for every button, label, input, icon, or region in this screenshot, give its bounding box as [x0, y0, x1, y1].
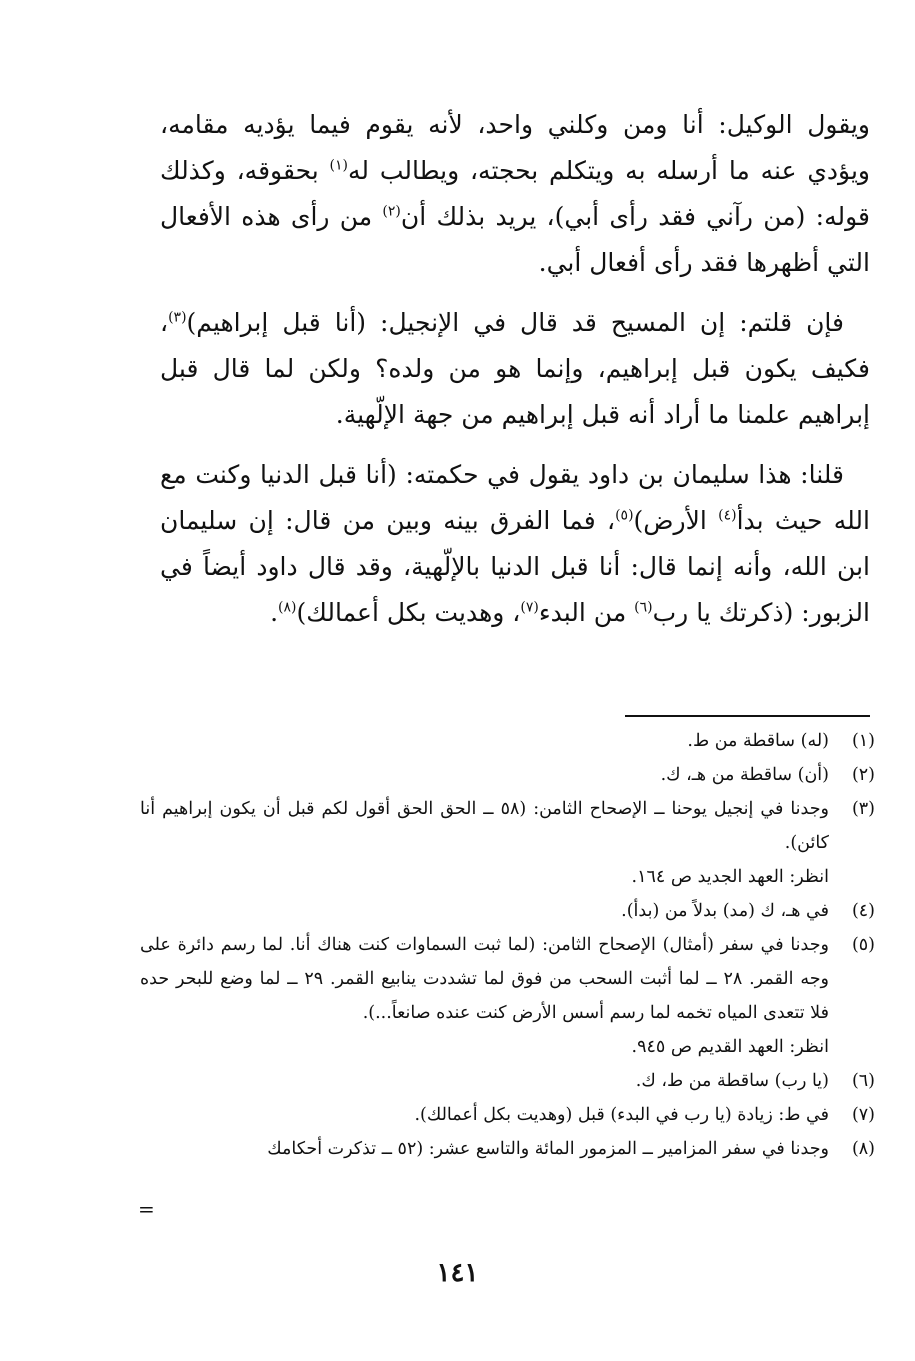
footnote-number: (٨) [851, 1139, 875, 1159]
paragraph-text: ويقول الوكيل: أنا ومن وكلني واحد، لأنه يقوم فيما يؤديه مقامه، ويؤدي عنه ما أرسله به ويتكلم بحجته، ويطالب له [160, 110, 870, 185]
footnote-ref: (٦) [634, 599, 653, 616]
footnote-line: انظر: العهد الجديد ص ١٦٤. [631, 867, 829, 887]
footnote-ref: (٨) [278, 599, 297, 616]
paragraph-1 [160, 102, 870, 286]
footnote-ref: (٤) [718, 507, 737, 524]
footnote-line: (يا رب) ساقطة من ط، ك. [635, 1071, 829, 1091]
footnote-ref: (٥) [615, 507, 634, 524]
footnote-number: (٧) [851, 1105, 875, 1125]
footnote-item [140, 1098, 875, 1132]
footnote-text [140, 1132, 829, 1166]
footnotes [140, 724, 875, 1166]
paragraph-text: فإن قلتم: إن المسيح قد قال في الإنجيل: (أنا قبل إبراهيم) [186, 308, 844, 337]
paragraph-text: من رأى هذه الأفعال التي أظهرها فقد رأى أفعال أبي. [160, 202, 870, 277]
footnote-separator [625, 715, 870, 717]
paragraph-text: ، وهديت بكل أعمالك) [296, 598, 521, 627]
footnote-number: (١) [851, 731, 875, 751]
footnote-ref: (٢) [382, 203, 401, 220]
footnote-item [140, 1064, 875, 1098]
footnote-item [140, 894, 875, 928]
paragraph-text: قلنا: هذا سليمان بن داود يقول في حكمته: (أنا قبل الدنيا وكنت مع الله حيث بدأ [160, 460, 870, 535]
footnote-text [140, 724, 829, 758]
footnote-number: (٥) [851, 935, 875, 955]
footnote-text [140, 1098, 829, 1132]
footnote-item [140, 928, 875, 1064]
footnote-item [140, 758, 875, 792]
footnote-text [140, 792, 829, 894]
footnote-number: (٦) [851, 1071, 875, 1091]
footnote-ref: (٣) [168, 309, 187, 326]
paragraph-3 [160, 452, 870, 636]
footnote-text [140, 758, 829, 792]
footnote-text [140, 894, 829, 928]
footnote-line: (أن) ساقطة من هـ، ك. [660, 765, 829, 785]
paragraph-text: بحقوقه، وكذلك قوله: (من رآني فقد رأى أبي)، يريد بذلك أن [160, 156, 870, 231]
paragraph-text: من البدء [538, 598, 635, 627]
footnote-line: وجدنا في سفر (أمثال) الإصحاح الثامن: (لما ثبت السماوات كنت هناك أنا. لما رسم دائرة على وجه القمر. ٢٨ ــ لما أثبت السحب من فوق لما تشددت ينابيع القمر. ٢٩ ــ لما وضع للبحر حده فلا تتعدى المياه تخمه لما رسم أسس الأرض كنت عنده صانعاً...). [140, 935, 829, 1023]
footnote-number: (٢) [851, 765, 875, 785]
footnote-item [140, 724, 875, 758]
paragraph-text: ، فكيف يكون قبل إبراهيم، وإنما هو من ولده؟ ولكن لما قال قبل إبراهيم علمنا ما أراد أنه قبل إبراهيم من جهة الإلّهية. [160, 308, 870, 429]
main-text [160, 102, 870, 650]
paragraph-text: الأرض) [633, 506, 719, 535]
footnote-ref: (١) [329, 157, 348, 174]
footnote-line: وجدنا في إنجيل يوحنا ــ الإصحاح الثامن: (٥٨ ــ الحق الحق أقول لكم قبل أن يكون إبراهيم أنا كائن). [140, 799, 829, 853]
paragraph-text: ، فما الفرق بينه وبين من قال: إن سليمان ابن الله، وأنه إنما قال: أنا قبل الدنيا بالإلّهية، وقد قال داود أيضاً في الزبور: (ذكرتك يا رب [160, 506, 870, 627]
footnote-item [140, 792, 875, 894]
footnote-number: (٣) [851, 799, 875, 819]
continuation-mark: = [138, 1197, 155, 1221]
footnote-text [140, 928, 829, 1064]
footnote-item [140, 1132, 875, 1166]
footnote-line: انظر: العهد القديم ص ٩٤٥. [631, 1037, 829, 1057]
footnote-number: (٤) [851, 901, 875, 921]
footnote-text [140, 1064, 829, 1098]
paragraph-text: . [270, 598, 279, 627]
footnote-line: وجدنا في سفر المزامير ــ المزمور المائة والتاسع عشر: (٥٢ ــ تذكرت أحكامك [267, 1139, 829, 1159]
footnote-line: (له) ساقطة من ط. [687, 731, 829, 751]
page-number: ١٤١ [436, 1258, 479, 1288]
footnote-line: في ط: زيادة (يا رب في البدء) قبل (وهديت بكل أعمالك). [414, 1105, 829, 1125]
footnote-line: في هـ، ك (مد) بدلاً من (بدأ). [621, 901, 829, 921]
footnote-ref: (٧) [520, 599, 539, 616]
paragraph-2 [160, 300, 870, 438]
